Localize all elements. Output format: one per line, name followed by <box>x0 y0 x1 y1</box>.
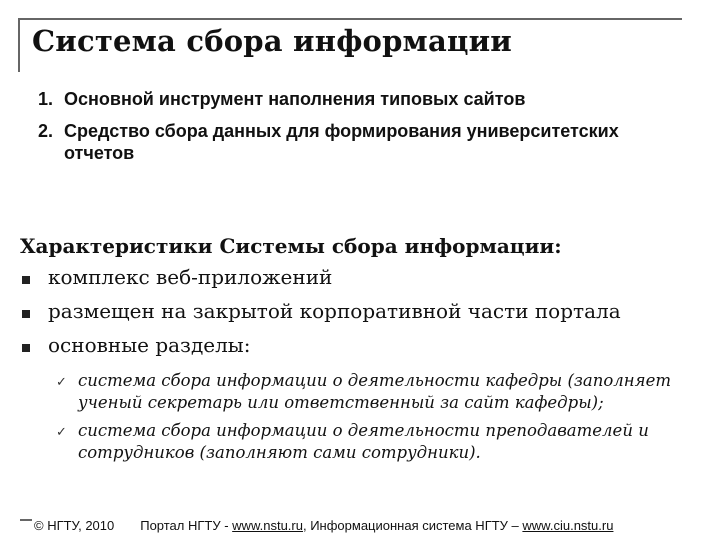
sub-item <box>56 370 696 414</box>
sub-list <box>56 370 696 470</box>
bullet-text: размещен на закрытой корпоративной части портала <box>48 299 621 323</box>
numbered-item <box>38 120 678 164</box>
sub-item-text: система сбора информации о деятельности преподавателей и сотрудников (заполняют сами сотрудники). <box>78 421 649 462</box>
footer <box>32 518 716 533</box>
sub-item <box>56 420 696 464</box>
numbered-list <box>38 88 678 174</box>
item-number: 1. <box>38 89 54 109</box>
footer-copyright: © НГТУ, 2010 <box>34 518 115 533</box>
checkmark-icon: ✓ <box>56 375 67 390</box>
section-heading: Характеристики Системы сбора информации: <box>20 234 562 258</box>
bullet-item <box>22 299 702 333</box>
checkmark-icon: ✓ <box>56 425 67 440</box>
bullet-list <box>22 265 702 367</box>
ciu-link[interactable]: www.ciu.nstu.ru <box>522 518 614 533</box>
bullet-item <box>22 265 702 299</box>
page-title: Система сбора информации <box>32 24 512 58</box>
item-text: Основной инструмент наполнения типовых сайтов <box>64 89 526 109</box>
item-number: 2. <box>38 121 54 141</box>
square-bullet-icon <box>22 344 30 352</box>
bullet-text: комплекс веб-приложений <box>48 265 333 289</box>
square-bullet-icon <box>22 310 30 318</box>
portal-link[interactable]: www.nstu.ru <box>232 518 303 533</box>
square-bullet-icon <box>22 276 30 284</box>
item-text: Средство сбора данных для формирования университетских отчетов <box>64 121 619 163</box>
bullet-item <box>22 333 702 367</box>
bullet-text: основные разделы: <box>48 333 251 357</box>
footer-portal-prefix: Портал НГТУ - <box>140 518 233 533</box>
numbered-item <box>38 88 678 110</box>
footer-separator: , Информационная система НГТУ – <box>302 518 523 533</box>
sub-item-text: система сбора информации о деятельности кафедры (заполняет ученый секретарь или ответственный за сайт кафедры); <box>78 371 672 412</box>
